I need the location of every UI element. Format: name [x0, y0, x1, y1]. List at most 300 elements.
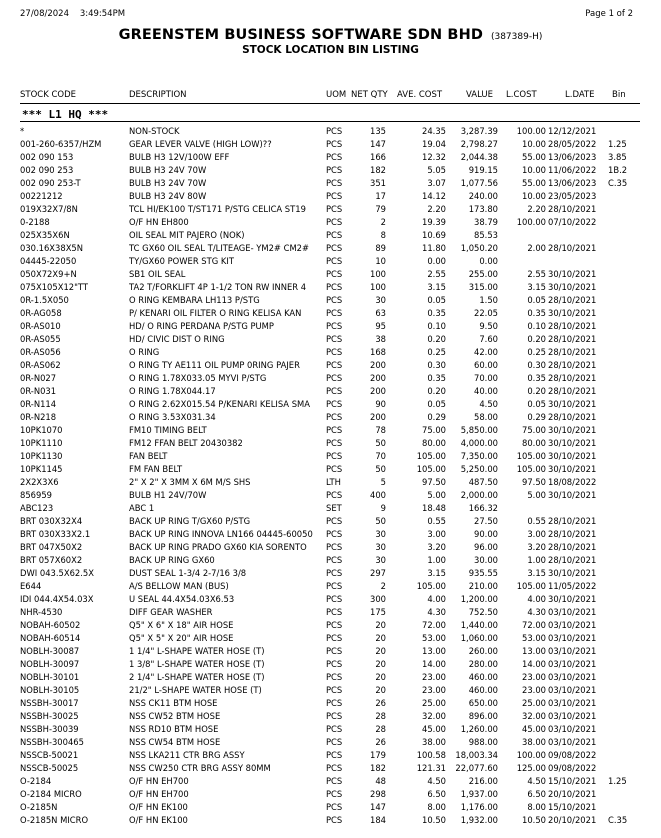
stock-code-cell: 0R-N218: [20, 412, 57, 422]
uom-cell: PCS: [326, 776, 343, 786]
description-cell: 2 1/4" L-SHAPE WATER HOSE (T): [129, 672, 265, 682]
l-cost-cell: 23.00: [522, 685, 546, 695]
table-row: [0, 476, 661, 489]
ave-cost-cell: 72.00: [422, 620, 446, 630]
description-cell: BULB H1 24V/70W: [129, 490, 207, 500]
table-row: [0, 489, 661, 502]
table-row: [0, 203, 661, 216]
net-qty-cell: 135: [370, 126, 386, 136]
value-cell: 5,850.00: [460, 425, 498, 435]
l-cost-cell: 0.25: [527, 347, 546, 357]
net-qty-cell: 20: [375, 672, 386, 682]
net-qty-cell: 20: [375, 659, 386, 669]
l-cost-cell: 100.00: [516, 126, 546, 136]
value-cell: 752.50: [468, 607, 498, 617]
header-divider: [20, 103, 640, 104]
net-qty-cell: 179: [370, 750, 386, 760]
stock-code-cell: 0-2188: [20, 217, 50, 227]
l-cost-cell: 125.00: [516, 763, 546, 773]
l-cost-cell: 6.50: [527, 789, 546, 799]
l-date-cell: 23/05/2023: [548, 191, 597, 201]
description-cell: NSS CW54 BTM HOSE: [129, 737, 221, 747]
l-date-cell: 03/10/2021: [548, 685, 597, 695]
net-qty-cell: 95: [375, 321, 386, 331]
bin-cell: C.35: [608, 815, 628, 825]
page-indicator: Page 1 of 2: [585, 9, 633, 19]
stock-code-cell: 0R-AS056: [20, 347, 61, 357]
net-qty-cell: 89: [375, 243, 386, 253]
net-qty-cell: 26: [375, 737, 386, 747]
l-cost-cell: 105.00: [516, 581, 546, 591]
table-row: [0, 580, 661, 593]
l-cost-cell: 3.15: [527, 568, 546, 578]
stock-code-cell: 0R-N031: [20, 386, 57, 396]
ave-cost-cell: 4.50: [427, 776, 446, 786]
l-date-cell: 28/10/2021: [548, 321, 597, 331]
value-cell: 4.50: [479, 399, 498, 409]
value-cell: 96.00: [474, 542, 498, 552]
ave-cost-cell: 3.20: [427, 542, 446, 552]
l-cost-cell: 3.20: [527, 542, 546, 552]
description-cell: O/F HN EK100: [129, 802, 188, 812]
l-cost-cell: 0.10: [527, 321, 546, 331]
net-qty-cell: 50: [375, 438, 386, 448]
net-qty-cell: 28: [375, 711, 386, 721]
l-date-cell: 28/10/2021: [548, 516, 597, 526]
l-date-cell: 03/10/2021: [548, 698, 597, 708]
stock-code-cell: 10PK1145: [20, 464, 63, 474]
uom-cell: PCS: [326, 698, 343, 708]
value-cell: 1,050.20: [460, 243, 498, 253]
uom-cell: PCS: [326, 269, 343, 279]
description-cell: O RING 2.62X015.54 P/KENARI KELISA SMA: [129, 399, 310, 409]
l-cost-cell: 55.00: [522, 178, 546, 188]
stock-table: [0, 125, 661, 827]
value-cell: 42.00: [474, 347, 498, 357]
l-date-cell: 30/10/2021: [548, 425, 597, 435]
uom-cell: PCS: [326, 425, 343, 435]
ave-cost-cell: 0.55: [427, 516, 446, 526]
ave-cost-cell: 4.00: [427, 594, 446, 604]
table-row: [0, 736, 661, 749]
net-qty-cell: 400: [370, 490, 386, 500]
stock-code-cell: 002 090 153: [20, 152, 74, 162]
table-row: [0, 385, 661, 398]
description-cell: O/F HN EH800: [129, 217, 189, 227]
description-cell: O RING KEMBARA LH113 P/STG: [129, 295, 260, 305]
ave-cost-cell: 100.58: [416, 750, 446, 760]
table-row: [0, 658, 661, 671]
description-cell: TCL HI/EK100 T/ST171 P/STG CELICA ST19: [129, 204, 306, 214]
net-qty-cell: 70: [375, 451, 386, 461]
table-row: [0, 632, 661, 645]
uom-cell: PCS: [326, 191, 343, 201]
stock-code-cell: BRT 057X60X2: [20, 555, 83, 565]
net-qty-cell: 50: [375, 516, 386, 526]
l-date-cell: 09/08/2022: [548, 763, 597, 773]
l-cost-cell: 25.00: [522, 698, 546, 708]
net-qty-cell: 351: [370, 178, 386, 188]
table-row: [0, 762, 661, 775]
net-qty-cell: 38: [375, 334, 386, 344]
ave-cost-cell: 5.00: [427, 490, 446, 500]
uom-cell: PCS: [326, 178, 343, 188]
net-qty-cell: 166: [370, 152, 386, 162]
table-row: [0, 749, 661, 762]
table-row: [0, 346, 661, 359]
l-date-cell: 28/10/2021: [548, 204, 597, 214]
l-cost-cell: 53.00: [522, 633, 546, 643]
uom-cell: PCS: [326, 256, 343, 266]
ave-cost-cell: 0.20: [427, 386, 446, 396]
ave-cost-cell: 53.00: [422, 633, 446, 643]
uom-cell: PCS: [326, 412, 343, 422]
value-cell: 3,287.39: [460, 126, 498, 136]
table-row: [0, 294, 661, 307]
uom-cell: PCS: [326, 542, 343, 552]
description-cell: NSS CW52 BTM HOSE: [129, 711, 221, 721]
stock-code-cell: NSSBH-30039: [20, 724, 79, 734]
l-cost-cell: 105.00: [516, 451, 546, 461]
uom-cell: LTH: [326, 477, 341, 487]
table-row: [0, 593, 661, 606]
uom-cell: PCS: [326, 802, 343, 812]
l-date-cell: 28/05/2022: [548, 139, 597, 149]
l-cost-cell: 0.20: [527, 334, 546, 344]
net-qty-cell: 200: [370, 386, 386, 396]
description-cell: BULB H3 12V/100W EFF: [129, 152, 230, 162]
net-qty-cell: 8: [380, 230, 386, 240]
ave-cost-cell: 25.00: [422, 698, 446, 708]
l-cost-cell: 13.00: [522, 646, 546, 656]
net-qty-cell: 175: [370, 607, 386, 617]
stock-code-cell: NSSBH-30017: [20, 698, 79, 708]
table-row: [0, 151, 661, 164]
ave-cost-cell: 14.00: [422, 659, 446, 669]
ave-cost-cell: 0.20: [427, 334, 446, 344]
net-qty-cell: 182: [370, 763, 386, 773]
table-row: [0, 320, 661, 333]
description-cell: TC GX60 OIL SEAL T/LITEAGE- YM2# CM2#: [129, 243, 310, 253]
stock-code-cell: BRT 047X50X2: [20, 542, 83, 552]
table-row: [0, 190, 661, 203]
uom-cell: PCS: [326, 438, 343, 448]
stock-code-cell: 002 090 253-T: [20, 178, 81, 188]
l-cost-cell: 100.00: [516, 217, 546, 227]
ave-cost-cell: 105.00: [416, 451, 446, 461]
l-cost-cell: 0.30: [527, 360, 546, 370]
value-cell: 9.50: [479, 321, 498, 331]
l-date-cell: 28/10/2021: [548, 360, 597, 370]
uom-cell: PCS: [326, 334, 343, 344]
l-date-cell: 28/10/2021: [548, 529, 597, 539]
ave-cost-cell: 23.00: [422, 685, 446, 695]
description-cell: O RING 1.78X044.17: [129, 386, 216, 396]
uom-cell: PCS: [326, 230, 343, 240]
uom-cell: PCS: [326, 360, 343, 370]
uom-cell: PCS: [326, 685, 343, 695]
l-cost-cell: 100.00: [516, 750, 546, 760]
description-cell: 1 3/8" L-SHAPE WATER HOSE (T): [129, 659, 265, 669]
l-date-cell: 30/10/2021: [548, 464, 597, 474]
bin-cell: 1.25: [608, 776, 627, 786]
value-cell: 2,798.27: [460, 139, 498, 149]
value-cell: 988.00: [468, 737, 498, 747]
ave-cost-cell: 0.30: [427, 360, 446, 370]
l-cost-cell: 10.00: [522, 191, 546, 201]
ave-cost-cell: 23.00: [422, 672, 446, 682]
table-row: [0, 450, 661, 463]
net-qty-cell: 147: [370, 802, 386, 812]
stock-code-cell: 0R-AS010: [20, 321, 61, 331]
stock-code-cell: NOBLH-30087: [20, 646, 80, 656]
l-date-cell: 28/10/2021: [548, 542, 597, 552]
l-cost-cell: 4.50: [527, 776, 546, 786]
value-cell: 210.00: [468, 581, 498, 591]
net-qty-cell: 78: [375, 425, 386, 435]
table-row: [0, 359, 661, 372]
ave-cost-cell: 3.15: [427, 282, 446, 292]
l-date-cell: 28/10/2021: [548, 412, 597, 422]
l-date-cell: 07/10/2022: [548, 217, 597, 227]
l-cost-cell: 5.00: [527, 490, 546, 500]
ave-cost-cell: 97.50: [422, 477, 446, 487]
net-qty-cell: 30: [375, 529, 386, 539]
net-qty-cell: 20: [375, 646, 386, 656]
uom-cell: PCS: [326, 594, 343, 604]
table-row: [0, 177, 661, 190]
value-cell: 90.00: [474, 529, 498, 539]
ave-cost-cell: 0.35: [427, 373, 446, 383]
col-header-uom: UOM: [326, 90, 347, 100]
stock-code-cell: NOBAH-60514: [20, 633, 81, 643]
net-qty-cell: 48: [375, 776, 386, 786]
ave-cost-cell: 10.50: [422, 815, 446, 825]
description-cell: NSS LKA211 CTR BRG ASSY: [129, 750, 245, 760]
description-cell: OIL SEAL MIT PAJERO (NOK): [129, 230, 245, 240]
l-date-cell: 30/10/2021: [548, 282, 597, 292]
description-cell: NSS RD10 BTM HOSE: [129, 724, 219, 734]
uom-cell: PCS: [326, 555, 343, 565]
description-cell: BULB H3 24V 70W: [129, 165, 207, 175]
uom-cell: PCS: [326, 451, 343, 461]
net-qty-cell: 297: [370, 568, 386, 578]
description-cell: O/F HN EH700: [129, 789, 189, 799]
l-date-cell: 03/10/2021: [548, 620, 597, 630]
value-cell: 896.00: [468, 711, 498, 721]
location-group-label: *** L1 HQ ***: [22, 108, 109, 121]
table-row: [0, 567, 661, 580]
description-cell: FM10 TIMING BELT: [129, 425, 207, 435]
l-date-cell: 13/06/2023: [548, 152, 597, 162]
l-cost-cell: 10.00: [522, 165, 546, 175]
value-cell: 1,260.00: [460, 724, 498, 734]
description-cell: O/F HN EH700: [129, 776, 189, 786]
net-qty-cell: 200: [370, 360, 386, 370]
table-row: [0, 801, 661, 814]
description-cell: P/ KENARI OIL FILTER O RING KELISA KAN: [129, 308, 302, 318]
uom-cell: PCS: [326, 204, 343, 214]
table-row: [0, 619, 661, 632]
group-divider: [20, 121, 640, 122]
l-date-cell: 30/10/2021: [548, 308, 597, 318]
l-date-cell: 03/10/2021: [548, 737, 597, 747]
net-qty-cell: 20: [375, 685, 386, 695]
uom-cell: PCS: [326, 529, 343, 539]
table-row: [0, 723, 661, 736]
description-cell: TY/GX60 POWER STG KIT: [129, 256, 234, 266]
l-cost-cell: 75.00: [522, 425, 546, 435]
ave-cost-cell: 3.00: [427, 529, 446, 539]
l-cost-cell: 8.00: [527, 802, 546, 812]
stock-code-cell: E644: [20, 581, 42, 591]
col-header-value: VALUE: [466, 90, 493, 100]
stock-code-cell: NSSBH-30025: [20, 711, 79, 721]
bin-cell: C.35: [608, 178, 628, 188]
l-date-cell: 03/10/2021: [548, 672, 597, 682]
uom-cell: PCS: [326, 126, 343, 136]
description-cell: FM FAN BELT: [129, 464, 183, 474]
net-qty-cell: 182: [370, 165, 386, 175]
table-row: [0, 138, 661, 151]
description-cell: Q5" X 6" X 18" AIR HOSE: [129, 620, 234, 630]
value-cell: 260.00: [468, 646, 498, 656]
report-title: STOCK LOCATION BIN LISTING: [242, 44, 419, 56]
col-header-ave-cost: AVE. COST: [397, 90, 443, 100]
table-row: [0, 372, 661, 385]
stock-code-cell: BRT 030X32X4: [20, 516, 83, 526]
l-date-cell: 28/10/2021: [548, 373, 597, 383]
stock-code-cell: 04445-22050: [20, 256, 77, 266]
l-cost-cell: 10.00: [522, 139, 546, 149]
table-row: [0, 398, 661, 411]
stock-code-cell: NSSCB-50021: [20, 750, 79, 760]
net-qty-cell: 5: [380, 477, 386, 487]
stock-code-cell: O-2185N MICRO: [20, 815, 89, 825]
description-cell: NON-STOCK: [129, 126, 180, 136]
stock-code-cell: NHR-4530: [20, 607, 63, 617]
table-row: [0, 684, 661, 697]
l-date-cell: 11/05/2022: [548, 581, 597, 591]
ave-cost-cell: 2.20: [427, 204, 446, 214]
value-cell: 315.00: [468, 282, 498, 292]
uom-cell: PCS: [326, 568, 343, 578]
stock-code-cell: 0R-N114: [20, 399, 57, 409]
net-qty-cell: 168: [370, 347, 386, 357]
value-cell: 30.00: [474, 555, 498, 565]
net-qty-cell: 147: [370, 139, 386, 149]
table-row: [0, 814, 661, 827]
net-qty-cell: 79: [375, 204, 386, 214]
stock-code-cell: 00221212: [20, 191, 63, 201]
ave-cost-cell: 24.35: [422, 126, 446, 136]
ave-cost-cell: 121.31: [416, 763, 446, 773]
l-cost-cell: 97.50: [522, 477, 546, 487]
ave-cost-cell: 8.00: [427, 802, 446, 812]
stock-code-cell: O-2184: [20, 776, 52, 786]
value-cell: 255.00: [468, 269, 498, 279]
stock-code-cell: 10PK1110: [20, 438, 63, 448]
net-qty-cell: 200: [370, 412, 386, 422]
print-datetime: [20, 9, 125, 19]
value-cell: 40.00: [474, 386, 498, 396]
description-cell: O RING TY AE111 OIL PUMP 0RING PAJER: [129, 360, 300, 370]
l-date-cell: 30/10/2021: [548, 438, 597, 448]
table-row: [0, 515, 661, 528]
value-cell: 487.50: [468, 477, 498, 487]
table-row: [0, 541, 661, 554]
l-date-cell: 28/10/2021: [548, 386, 597, 396]
ave-cost-cell: 13.00: [422, 646, 446, 656]
col-header-description: DESCRIPTION: [129, 90, 187, 100]
uom-cell: PCS: [326, 165, 343, 175]
description-cell: FM12 FFAN BELT 20430382: [129, 438, 243, 448]
uom-cell: PCS: [326, 789, 343, 799]
l-cost-cell: 55.00: [522, 152, 546, 162]
col-header-l-cost: L.COST: [506, 90, 537, 100]
l-cost-cell: 0.05: [527, 399, 546, 409]
description-cell: O RING 1.78X033.05 MYVI P/STG: [129, 373, 267, 383]
description-cell: ABC 1: [129, 503, 155, 513]
l-cost-cell: 4.00: [527, 594, 546, 604]
l-date-cell: 03/10/2021: [548, 633, 597, 643]
description-cell: 1 1/4" L-SHAPE WATER HOSE (T): [129, 646, 265, 656]
uom-cell: PCS: [326, 399, 343, 409]
description-cell: BACK UP RING GX60: [129, 555, 215, 565]
table-row: [0, 697, 661, 710]
stock-code-cell: ABC123: [20, 503, 54, 513]
l-cost-cell: 80.00: [522, 438, 546, 448]
value-cell: 1,176.00: [460, 802, 498, 812]
uom-cell: PCS: [326, 243, 343, 253]
net-qty-cell: 298: [370, 789, 386, 799]
uom-cell: PCS: [326, 672, 343, 682]
ave-cost-cell: 14.12: [422, 191, 446, 201]
table-row: [0, 229, 661, 242]
ave-cost-cell: 0.05: [427, 399, 446, 409]
value-cell: 1.50: [479, 295, 498, 305]
table-row: [0, 463, 661, 476]
l-date-cell: 11/06/2022: [548, 165, 597, 175]
l-date-cell: 15/10/2021: [548, 776, 597, 786]
ave-cost-cell: 38.00: [422, 737, 446, 747]
net-qty-cell: 30: [375, 542, 386, 552]
value-cell: 935.55: [468, 568, 498, 578]
table-row: [0, 710, 661, 723]
value-cell: 166.32: [468, 503, 498, 513]
ave-cost-cell: 0.35: [427, 308, 446, 318]
net-qty-cell: 26: [375, 698, 386, 708]
uom-cell: PCS: [326, 139, 343, 149]
uom-cell: PCS: [326, 490, 343, 500]
net-qty-cell: 100: [370, 282, 386, 292]
ave-cost-cell: 19.04: [422, 139, 446, 149]
uom-cell: PCS: [326, 152, 343, 162]
description-cell: 2" X 2" X 3MM X 6M M/S SHS: [129, 477, 251, 487]
stock-code-cell: NSSCB-50025: [20, 763, 79, 773]
stock-code-cell: DWI 043.5X62.5X: [20, 568, 94, 578]
l-cost-cell: 0.20: [527, 386, 546, 396]
uom-cell: PCS: [326, 581, 343, 591]
description-cell: O RING 3.53X031.34: [129, 412, 216, 422]
description-cell: DUST SEAL 1-3/4 2-7/16 3/8: [129, 568, 247, 578]
l-date-cell: 20/10/2021: [548, 815, 597, 825]
table-row: [0, 268, 661, 281]
description-cell: GEAR LEVER VALVE (HIGH LOW)??: [129, 139, 272, 149]
table-row: [0, 333, 661, 346]
table-row: [0, 437, 661, 450]
l-cost-cell: 23.00: [522, 672, 546, 682]
